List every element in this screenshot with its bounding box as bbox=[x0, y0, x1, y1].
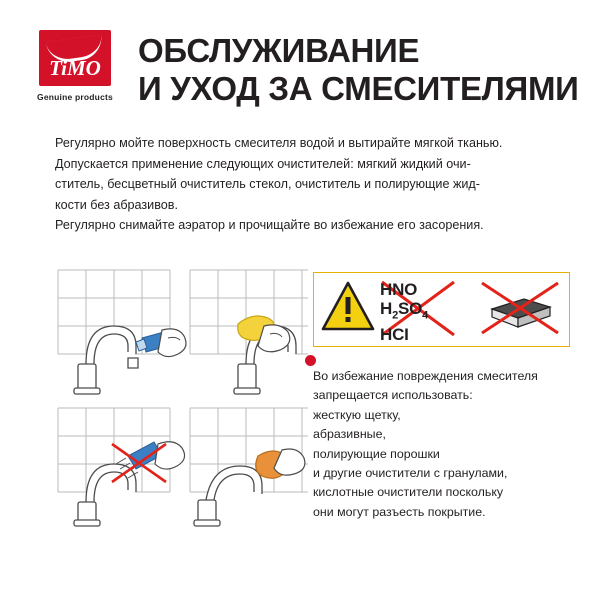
chemical-formula-text bbox=[380, 280, 428, 344]
intro-text bbox=[55, 133, 575, 236]
warning-box-svg bbox=[314, 273, 569, 345]
faucet-illustration-4 bbox=[194, 466, 262, 526]
notice-line-6: и другие очистители с гранулами, bbox=[313, 466, 508, 481]
document-header bbox=[0, 30, 600, 126]
notice-line-3: жесткую щетку, bbox=[313, 407, 401, 422]
chem-line-1: HNO bbox=[380, 280, 418, 299]
notice-line-8: они могут разъесть покрытие. bbox=[313, 504, 486, 519]
logo-wordmark: TiMO bbox=[49, 56, 101, 80]
chemical-warning-box bbox=[313, 272, 570, 347]
page-title-line-1: ОБСЛУЖИВАНИЕ bbox=[138, 32, 420, 69]
spray-bottle-icon-1 bbox=[136, 329, 186, 357]
notice-line-4: абразивные, bbox=[313, 427, 386, 442]
page-title-line-2: И УХОД ЗА СМЕСИТЕЛЯМИ bbox=[138, 70, 579, 107]
faucet-illustration-1 bbox=[74, 326, 138, 394]
chem-line-3: HCI bbox=[380, 325, 409, 345]
illustration-svg bbox=[50, 268, 315, 528]
intro-line-4: кости без абразивов. bbox=[55, 197, 178, 212]
intro-line-2: Допускается применение следующих очистителей: мягкий жидкий очи- bbox=[55, 156, 471, 171]
faucet-illustration-3 bbox=[74, 464, 136, 526]
notice-line-5: полирующие порошки bbox=[313, 446, 440, 461]
warning-triangle-icon bbox=[323, 283, 373, 329]
intro-line-5: Регулярно снимайте аэратор и прочищайте во избежание его засорения. bbox=[55, 218, 484, 232]
chem-line-2: $H_2SO_4$ bbox=[380, 299, 429, 322]
instruction-illustrations bbox=[50, 268, 315, 528]
timo-logo-mark bbox=[39, 30, 111, 86]
intro-line-3: ститель, бесцветный очиститель стекол, очиститель и полирующие жид- bbox=[55, 177, 480, 191]
intro-line-1: Регулярно мойте поверхность смесителя водой и вытирайте мягкой тканью. bbox=[55, 136, 503, 150]
brand-logo bbox=[20, 30, 130, 102]
notice-line-2: запрещается использовать: bbox=[313, 388, 473, 403]
page-title bbox=[130, 30, 600, 108]
notice-line-7: кислотные очистители поскольку bbox=[313, 485, 504, 500]
notice-line-1: Во избежание повреждения смесителя bbox=[313, 369, 538, 383]
cloth-icon-2 bbox=[256, 449, 305, 478]
prohibition-notice-text bbox=[313, 367, 583, 522]
logo-tagline: Genuine products bbox=[37, 92, 113, 102]
bullet-dot bbox=[305, 355, 316, 366]
